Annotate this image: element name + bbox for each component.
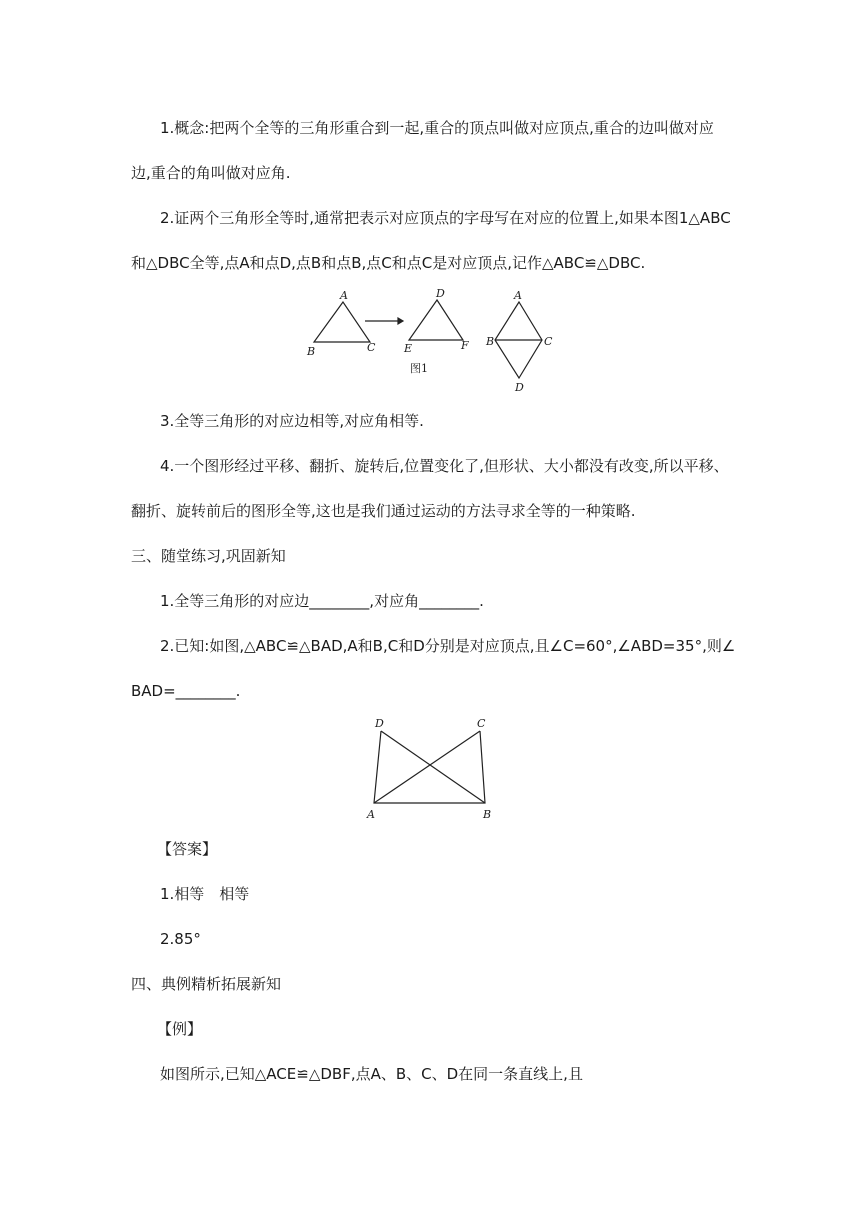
paragraph-concept-line1: 1.概念:把两个全等的三角形重合到一起,重合的顶点叫做对应顶点,重合的边叫做对应 — [160, 119, 714, 137]
paragraph-concept-line2: 边,重合的角叫做对应角. — [131, 164, 291, 182]
fig1-label-a: A — [340, 289, 348, 302]
answer-1: 1.相等 相等 — [160, 885, 250, 903]
example-label: 【例】 — [157, 1020, 203, 1038]
exercise-1: 1.全等三角形的对应边________,对应角________. — [160, 592, 484, 610]
fig1-label-c: C — [367, 341, 376, 354]
section-4-heading: 四、典例精析拓展新知 — [131, 975, 282, 993]
figure-1-caption: 图1 — [410, 362, 428, 375]
example-text: 如图所示,已知△ACE≌△DBF,点A、B、C、D在同一条直线上,且 — [160, 1065, 583, 1083]
exercise-2-line2: BAD=________. — [131, 682, 241, 700]
paragraph-notation-line2: 和△DBC全等,点A和点D,点B和点B,点C和点C是对应顶点,记作△ABC≌△DBC. — [131, 254, 646, 272]
fig1-rhombus-label-a: A — [514, 289, 522, 302]
paragraph-motion-line2: 翻折、旋转前后的图形全等,这也是我们通过运动的方法寻求全等的一种策略. — [131, 502, 636, 520]
paragraph-property: 3.全等三角形的对应边相等,对应角相等. — [160, 412, 424, 430]
fig2-label-d: D — [375, 717, 384, 730]
fig1-rhombus-label-d: D — [515, 381, 524, 394]
fig1-label-b: B — [307, 345, 316, 358]
section-3-heading: 三、随堂练习,巩固新知 — [131, 547, 286, 565]
fig1-label-e: E — [404, 342, 413, 355]
paragraph-notation-line1: 2.证两个三角形全等时,通常把表示对应顶点的字母写在对应的位置上,如果本图1△ABC — [160, 209, 731, 227]
paragraph-motion-line1: 4.一个图形经过平移、翻折、旋转后,位置变化了,但形状、大小都没有改变,所以平移、 — [160, 457, 729, 475]
fig2-label-c: C — [477, 717, 486, 730]
answers-heading: 【答案】 — [157, 840, 218, 858]
fig2-label-a: A — [367, 808, 375, 821]
fig1-label-f: F — [461, 339, 469, 352]
answer-2: 2.85° — [160, 930, 201, 948]
fig1-rhombus-label-b: B — [486, 335, 495, 348]
fig1-rhombus-label-c: C — [544, 335, 553, 348]
exercise-2-line1: 2.已知:如图,△ABC≌△BAD,A和B,C和D分别是对应顶点,且∠C=60°,∠ABD=35°,则∠ — [160, 637, 736, 655]
fig2-label-b: B — [483, 808, 492, 821]
fig1-label-d: D — [436, 287, 445, 300]
